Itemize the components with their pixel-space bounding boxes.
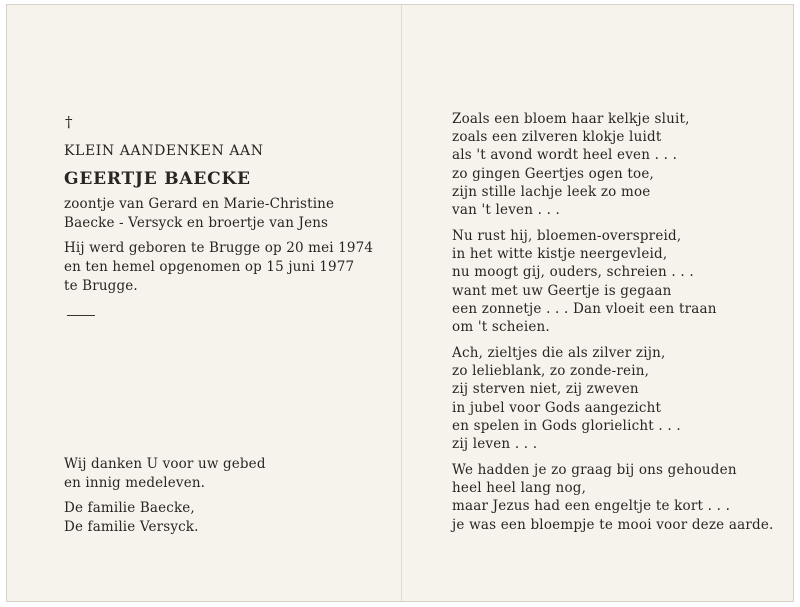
- poem-line: Ach, zieltjes die als zilver zijn,: [452, 345, 666, 361]
- poem-line: heel heel lang nog,: [452, 480, 587, 497]
- poem-line: zoals een zilveren klokje luidt: [452, 129, 662, 146]
- poem-line: een zonnetje . . . Dan vloeit een traan: [452, 300, 717, 317]
- poem-line: zij leven . . .: [452, 436, 538, 453]
- poem-line: in jubel voor Gods aangezicht: [452, 399, 662, 416]
- thanks-text: [64, 455, 266, 493]
- life-line: te Brugge.: [64, 278, 138, 294]
- memorial-card: [6, 4, 794, 602]
- family-line: De familie Versyck.: [64, 519, 199, 535]
- poem-line: zo gingen Geertjes ogen toe,: [452, 165, 655, 182]
- poem-line: in het witte kistje neergevleid,: [452, 246, 668, 263]
- life-dates-text: [64, 239, 373, 296]
- separator-dash: [67, 315, 95, 316]
- card-fold: [401, 5, 402, 601]
- poem-line: want met uw Geertje is gegaan: [452, 282, 672, 299]
- life-line: en ten hemel opgenomen op 15 juni 1977: [64, 259, 355, 275]
- parents-line: Baecke - Versyck en broertje van Jens: [64, 215, 329, 231]
- thanks-line: en innig medeleven.: [64, 475, 206, 491]
- poem-line: zij sterven niet, zij zweven: [452, 381, 639, 398]
- poem-line: om 't scheien.: [452, 319, 550, 336]
- poem-line: Zoals een bloem haar kelkje sluit,: [452, 111, 690, 127]
- family-line: De familie Baecke,: [64, 500, 195, 516]
- poem-line: als 't avond wordt heel even . . .: [452, 147, 678, 164]
- poem-line: nu moogt gij, ouders, schreien . . .: [452, 264, 694, 281]
- poem-line: van 't leven . . .: [452, 202, 561, 219]
- family-signature: [64, 499, 199, 537]
- deceased-name: GEERTJE BAECKE: [64, 169, 251, 189]
- poem-line: zijn stille lachje leek zo moe: [452, 183, 651, 200]
- poem-stanza-3: [452, 344, 681, 453]
- life-line: Hij werd geboren te Brugge op 20 mei 1974: [64, 240, 374, 256]
- card-heading: KLEIN AANDENKEN AAN: [64, 143, 264, 159]
- cross-icon: †: [65, 113, 73, 131]
- poem-stanza-4: [452, 461, 774, 534]
- poem-line: maar Jezus had een engeltje te kort . . .: [452, 498, 731, 515]
- parents-text: [64, 195, 334, 233]
- poem-stanza-1: [452, 110, 690, 219]
- poem-line: en spelen in Gods glorielicht . . .: [452, 417, 681, 434]
- parents-line: zoontje van Gerard en Marie-Christine: [64, 196, 335, 212]
- poem-line: We hadden je zo graag bij ons gehouden: [452, 462, 737, 478]
- poem-line: zo lelieblank, zo zonde-rein,: [452, 363, 650, 380]
- thanks-line: Wij danken U voor uw gebed: [64, 456, 266, 472]
- poem-stanza-2: [452, 227, 717, 336]
- poem-line: Nu rust hij, bloemen-overspreid,: [452, 228, 682, 244]
- poem-line: je was een bloempje te mooi voor deze aarde.: [452, 516, 774, 533]
